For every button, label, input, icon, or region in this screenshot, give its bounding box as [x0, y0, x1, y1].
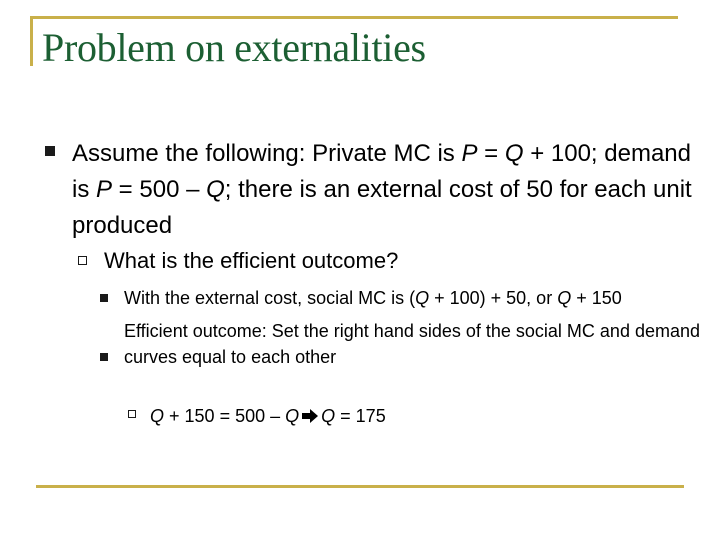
slide-title: Problem on externalities [42, 25, 426, 70]
frame-top-line [30, 16, 678, 19]
frame-left-line [30, 16, 33, 66]
bullet-square-icon [100, 294, 108, 302]
bullet-social-mc-text: With the external cost, social MC is (Q + 100) + 50, or Q + 150 [124, 288, 622, 308]
hollow-square-bullet-icon [78, 256, 87, 265]
bullet-equation: Q + 150 = 500 – Q Q = 175 [150, 406, 386, 426]
bullet-square-icon [45, 146, 55, 156]
hollow-square-bullet-icon [128, 410, 136, 418]
frame-bottom-line [36, 485, 684, 488]
bullet-social-mc [124, 285, 704, 370]
bullet-square-icon [100, 353, 108, 361]
right-arrow-icon [301, 408, 319, 424]
bullet-efficient-outcome: Efficient outcome: Set the right hand sides of the social MC and demand curves equal to each other [124, 321, 700, 367]
bullet-efficient-question: What is the efficient outcome? [104, 248, 399, 273]
bullet-assume: Assume the following: Private MC is P = Q + 100; demand is P = 500 – Q; there is an external cost of 50 for each unit produced [72, 140, 692, 239]
